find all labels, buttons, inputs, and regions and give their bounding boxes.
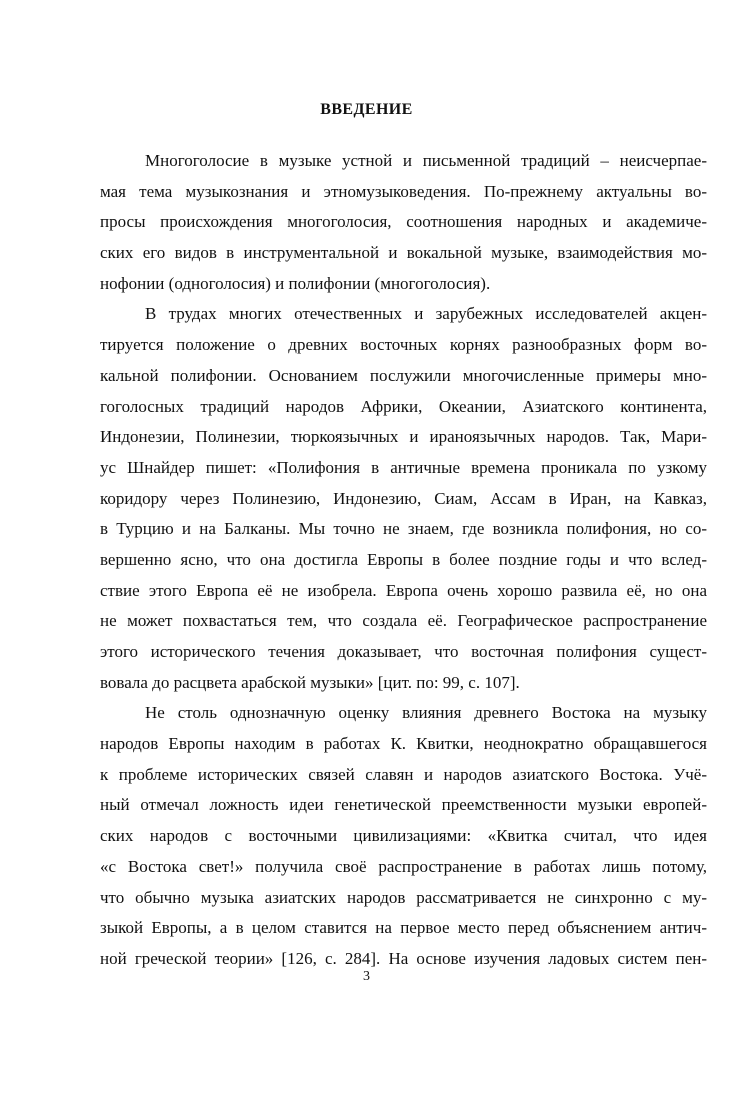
text-line: ной греческой теории» [126, с. 284]. На основе изучения ладовых систем пен- <box>100 948 707 968</box>
text-line: к проблеме исторических связей славян и народов азиатского Востока. Учё- <box>100 764 707 784</box>
text-line: кальной полифонии. Основанием послужили многочисленные примеры мно- <box>100 365 707 385</box>
page-title: ВВЕДЕНИЕ <box>320 101 413 118</box>
text-line: ских народов с восточными цивилизациями: «Квитка считал, что идея <box>100 826 707 846</box>
text-line: этого исторического течения доказывает, что восточная полифония сущест- <box>100 642 707 661</box>
text-line: тируется положение о древних восточных корнях разнообразных форм во- <box>100 335 707 355</box>
text-line: «с Востока свет!» получила своё распространение в работах лишь потому, <box>100 856 707 876</box>
text-line: народов Европы находим в работах К. Квитки, неоднократно обращавшегося <box>100 734 707 754</box>
text-line: не может похвастаться тем, что создала её. Географическое распространение <box>100 611 707 631</box>
text-line: коридору через Полинезию, Индонезию, Сиам, Ассам в Иран, на Кавказ, <box>100 488 707 508</box>
paragraph <box>100 299 707 698</box>
text-line: Многоголосие в музыке устной и письменной традиций – неисчерпае- <box>145 151 707 170</box>
page-number: 3 <box>363 969 370 984</box>
text-line: мая тема музыкознания и этномузыковедения. По-прежнему актуальны во- <box>100 181 707 201</box>
text-line: ный отмечал ложность идеи генетической преемственности музыки европей- <box>100 795 707 815</box>
text-line: зыкой Европы, а в целом ставится на первое место перед объяснением антич- <box>100 918 707 938</box>
text-line: вовала до расцвета арабской музыки» [цит. по: 99, с. 107]. <box>100 672 520 692</box>
paragraph <box>100 698 707 974</box>
text-line: в Турцию и на Балканы. Мы точно не знаем, где возникла полифония, но со- <box>100 519 707 539</box>
text-line: Не столь однозначную оценку влияния древнего Востока на музыку <box>145 703 707 723</box>
text-line: ских его видов в инструментальной и вокальной музыке, взаимодействия мо- <box>100 243 707 263</box>
text-line: что обычно музыка азиатских народов рассматривается не синхронно с му- <box>100 887 707 907</box>
text-line: В трудах многих отечественных и зарубежных исследователей акцен- <box>145 304 707 324</box>
text-line: гоголосных традиций народов Африки, Океании, Азиатского континента, <box>100 396 707 416</box>
text-line: ус Шнайдер пишет: «Полифония в античные времена проникала по узкому <box>100 457 707 477</box>
text-line: просы происхождения многоголосия, соотношения народных и академиче- <box>100 212 707 232</box>
text-line: Индонезии, Полинезии, тюркоязычных и ираноязычных народов. Так, Мари- <box>100 427 707 447</box>
text-line: нофонии (одноголосия) и полифонии (многоголосия). <box>100 273 491 293</box>
paragraph <box>100 146 707 299</box>
body-text <box>100 146 707 975</box>
text-line: вершенно ясно, что она достигла Европы в более поздние годы и что вслед- <box>100 549 707 569</box>
text-line: ствие этого Европа её не изобрела. Европа очень хорошо развила её, но она <box>100 580 707 600</box>
